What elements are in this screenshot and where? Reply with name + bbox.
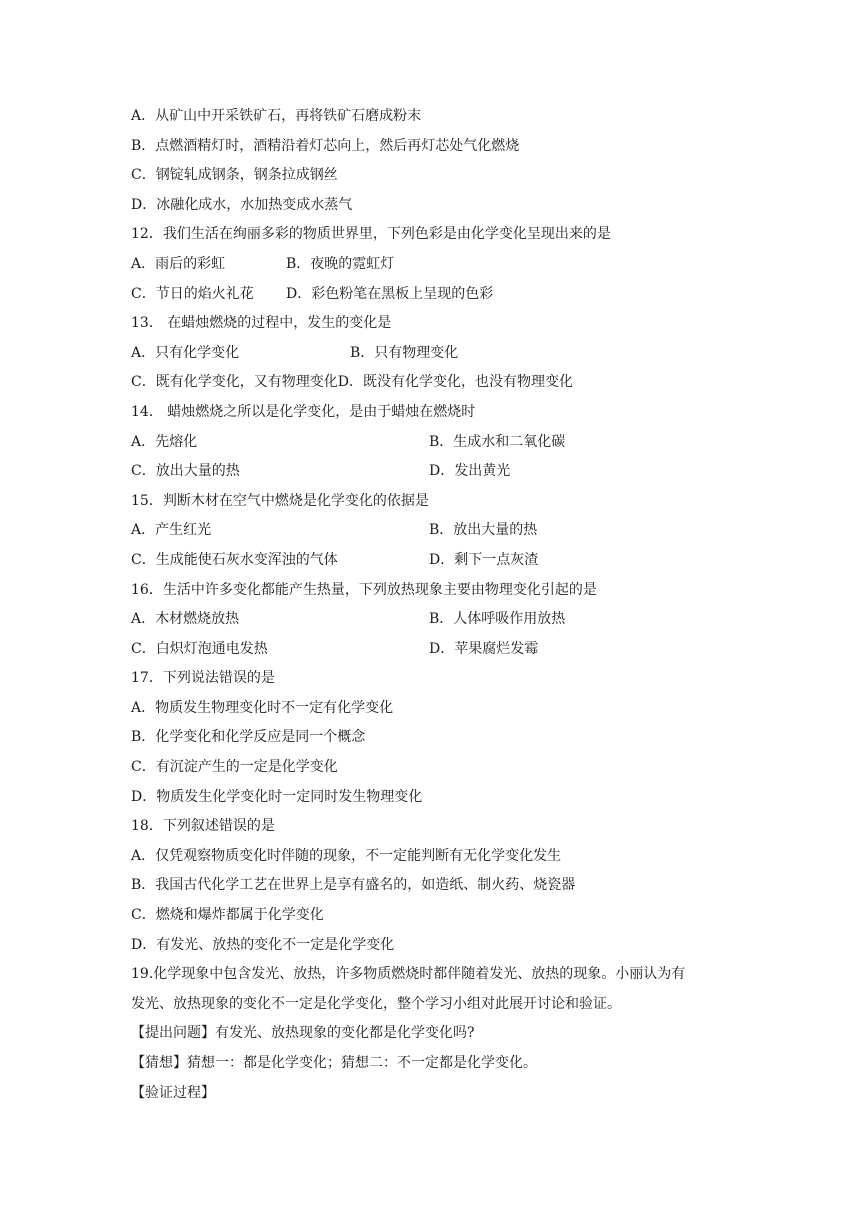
q14-options-row2 — [131, 457, 731, 487]
q17-option-c: C．有沉淀产生的一定是化学变化 — [131, 759, 338, 776]
q16-options-row1 — [131, 605, 731, 635]
q14-options-row1 — [131, 428, 731, 458]
q13-stem: 13． 在蜡烛燃烧的过程中，发生的变化是 — [131, 315, 392, 332]
q12-options-row2 — [131, 280, 731, 310]
q15-options-row1 — [131, 516, 731, 546]
q18-option-d: D．有发光、放热的变化不一定是化学变化 — [131, 936, 395, 953]
q16-option-a: A．木材燃烧放热 — [131, 611, 240, 628]
q14-option-b: B．生成水和二氧化碳 — [429, 433, 566, 450]
q13-option-a: A．只有化学变化 — [131, 344, 240, 361]
q12-stem: 12．我们生活在绚丽多彩的物质世界里，下列色彩是由化学变化呈现出来的是 — [131, 226, 611, 243]
q17-option-a: A．物质发生物理变化时不一定有化学变化 — [131, 699, 394, 716]
q15-stem: 15．判断木材在空气中燃烧是化学变化的依据是 — [131, 492, 429, 509]
q17-stem: 17．下列说法错误的是 — [131, 670, 275, 687]
q13-option-d: D．既没有化学变化，也没有物理变化 — [337, 374, 573, 391]
q19-intro-line1: 19.化学现象中包含发光、放热，许多物质燃烧时都伴随着发光、放热的现象。小丽认为有 — [131, 966, 686, 983]
q19-intro-line2: 发光、放热现象的变化不一定是化学变化，整个学习小组对此展开讨论和验证。 — [131, 995, 621, 1012]
q18-option-a: A．仅凭观察物质变化时伴随的现象，不一定能判断有无化学变化发生 — [131, 847, 562, 864]
q11-option-a: A．从矿山中开采铁矿石，再将铁矿石磨成粉末 — [131, 108, 422, 124]
q17-option-d: D．物质发生化学变化时一定同时发生物理变化 — [131, 788, 423, 805]
q12-option-c: C．节日的焰火礼花 — [131, 285, 254, 302]
q19-question: 【提出问题】有发光、放热现象的变化都是化学变化吗? — [131, 1025, 475, 1042]
q13-option-c: C．既有化学变化，又有物理变化 — [131, 374, 338, 391]
q11-option-c: C．钢锭轧成钢条，钢条拉成钢丝 — [131, 167, 338, 184]
q18-option-b: B．我国古代化学工艺在世界上是享有盛名的，如造纸、制火药、烧瓷器 — [131, 877, 576, 894]
q13-options-row1 — [131, 339, 731, 369]
q18-stem: 18．下列叙述错误的是 — [131, 818, 275, 835]
q19-verify-heading: 【验证过程】 — [131, 1084, 215, 1101]
q15-options-row2 — [131, 546, 731, 576]
q11-option-b: B．点燃酒精灯时，酒精沿着灯芯向上，然后再灯芯处气化燃烧 — [131, 137, 520, 154]
q15-option-a: A．产生红光 — [131, 522, 212, 539]
q19-guess: 【猜想】猜想一：都是化学变化；猜想二：不一定都是化学变化。 — [131, 1055, 537, 1071]
q14-option-a: A．先熔化 — [131, 433, 198, 450]
q18-option-c: C．燃烧和爆炸都属于化学变化 — [131, 907, 324, 924]
q16-options-row2 — [131, 635, 731, 665]
q13-option-b: B．只有物理变化 — [350, 344, 459, 361]
q16-stem: 16．生活中许多变化都能产生热量，下列放热现象主要由物理变化引起的是 — [131, 581, 597, 598]
q15-option-b: B．放出大量的热 — [429, 522, 538, 539]
question-list — [131, 102, 731, 1108]
q12-option-d: D．彩色粉笔在黑板上呈现的色彩 — [286, 285, 494, 302]
q12-option-b: B．夜晚的霓虹灯 — [286, 255, 395, 272]
q15-option-c: C．生成能使石灰水变浑浊的气体 — [131, 551, 338, 568]
q12-option-a: A．雨后的彩虹 — [131, 255, 226, 272]
q14-stem: 14． 蜡烛燃烧之所以是化学变化，是由于蜡烛在燃烧时 — [131, 403, 476, 420]
q11-option-d: D．冰融化成水，水加热变成水蒸气 — [131, 196, 353, 213]
q16-option-d: D．苹果腐烂发霉 — [429, 640, 539, 657]
q16-option-c: C．白炽灯泡通电发热 — [131, 640, 268, 657]
q13-options-row2 — [131, 368, 731, 398]
q14-option-d: D．发出黄光 — [429, 463, 511, 480]
q16-option-b: B．人体呼吸作用放热 — [429, 611, 566, 628]
q15-option-d: D．剩下一点灰渣 — [429, 551, 539, 568]
q17-option-b: B．化学变化和化学反应是同一个概念 — [131, 729, 366, 746]
q14-option-c: C．放出大量的热 — [131, 463, 240, 480]
q12-options-row1 — [131, 250, 731, 280]
